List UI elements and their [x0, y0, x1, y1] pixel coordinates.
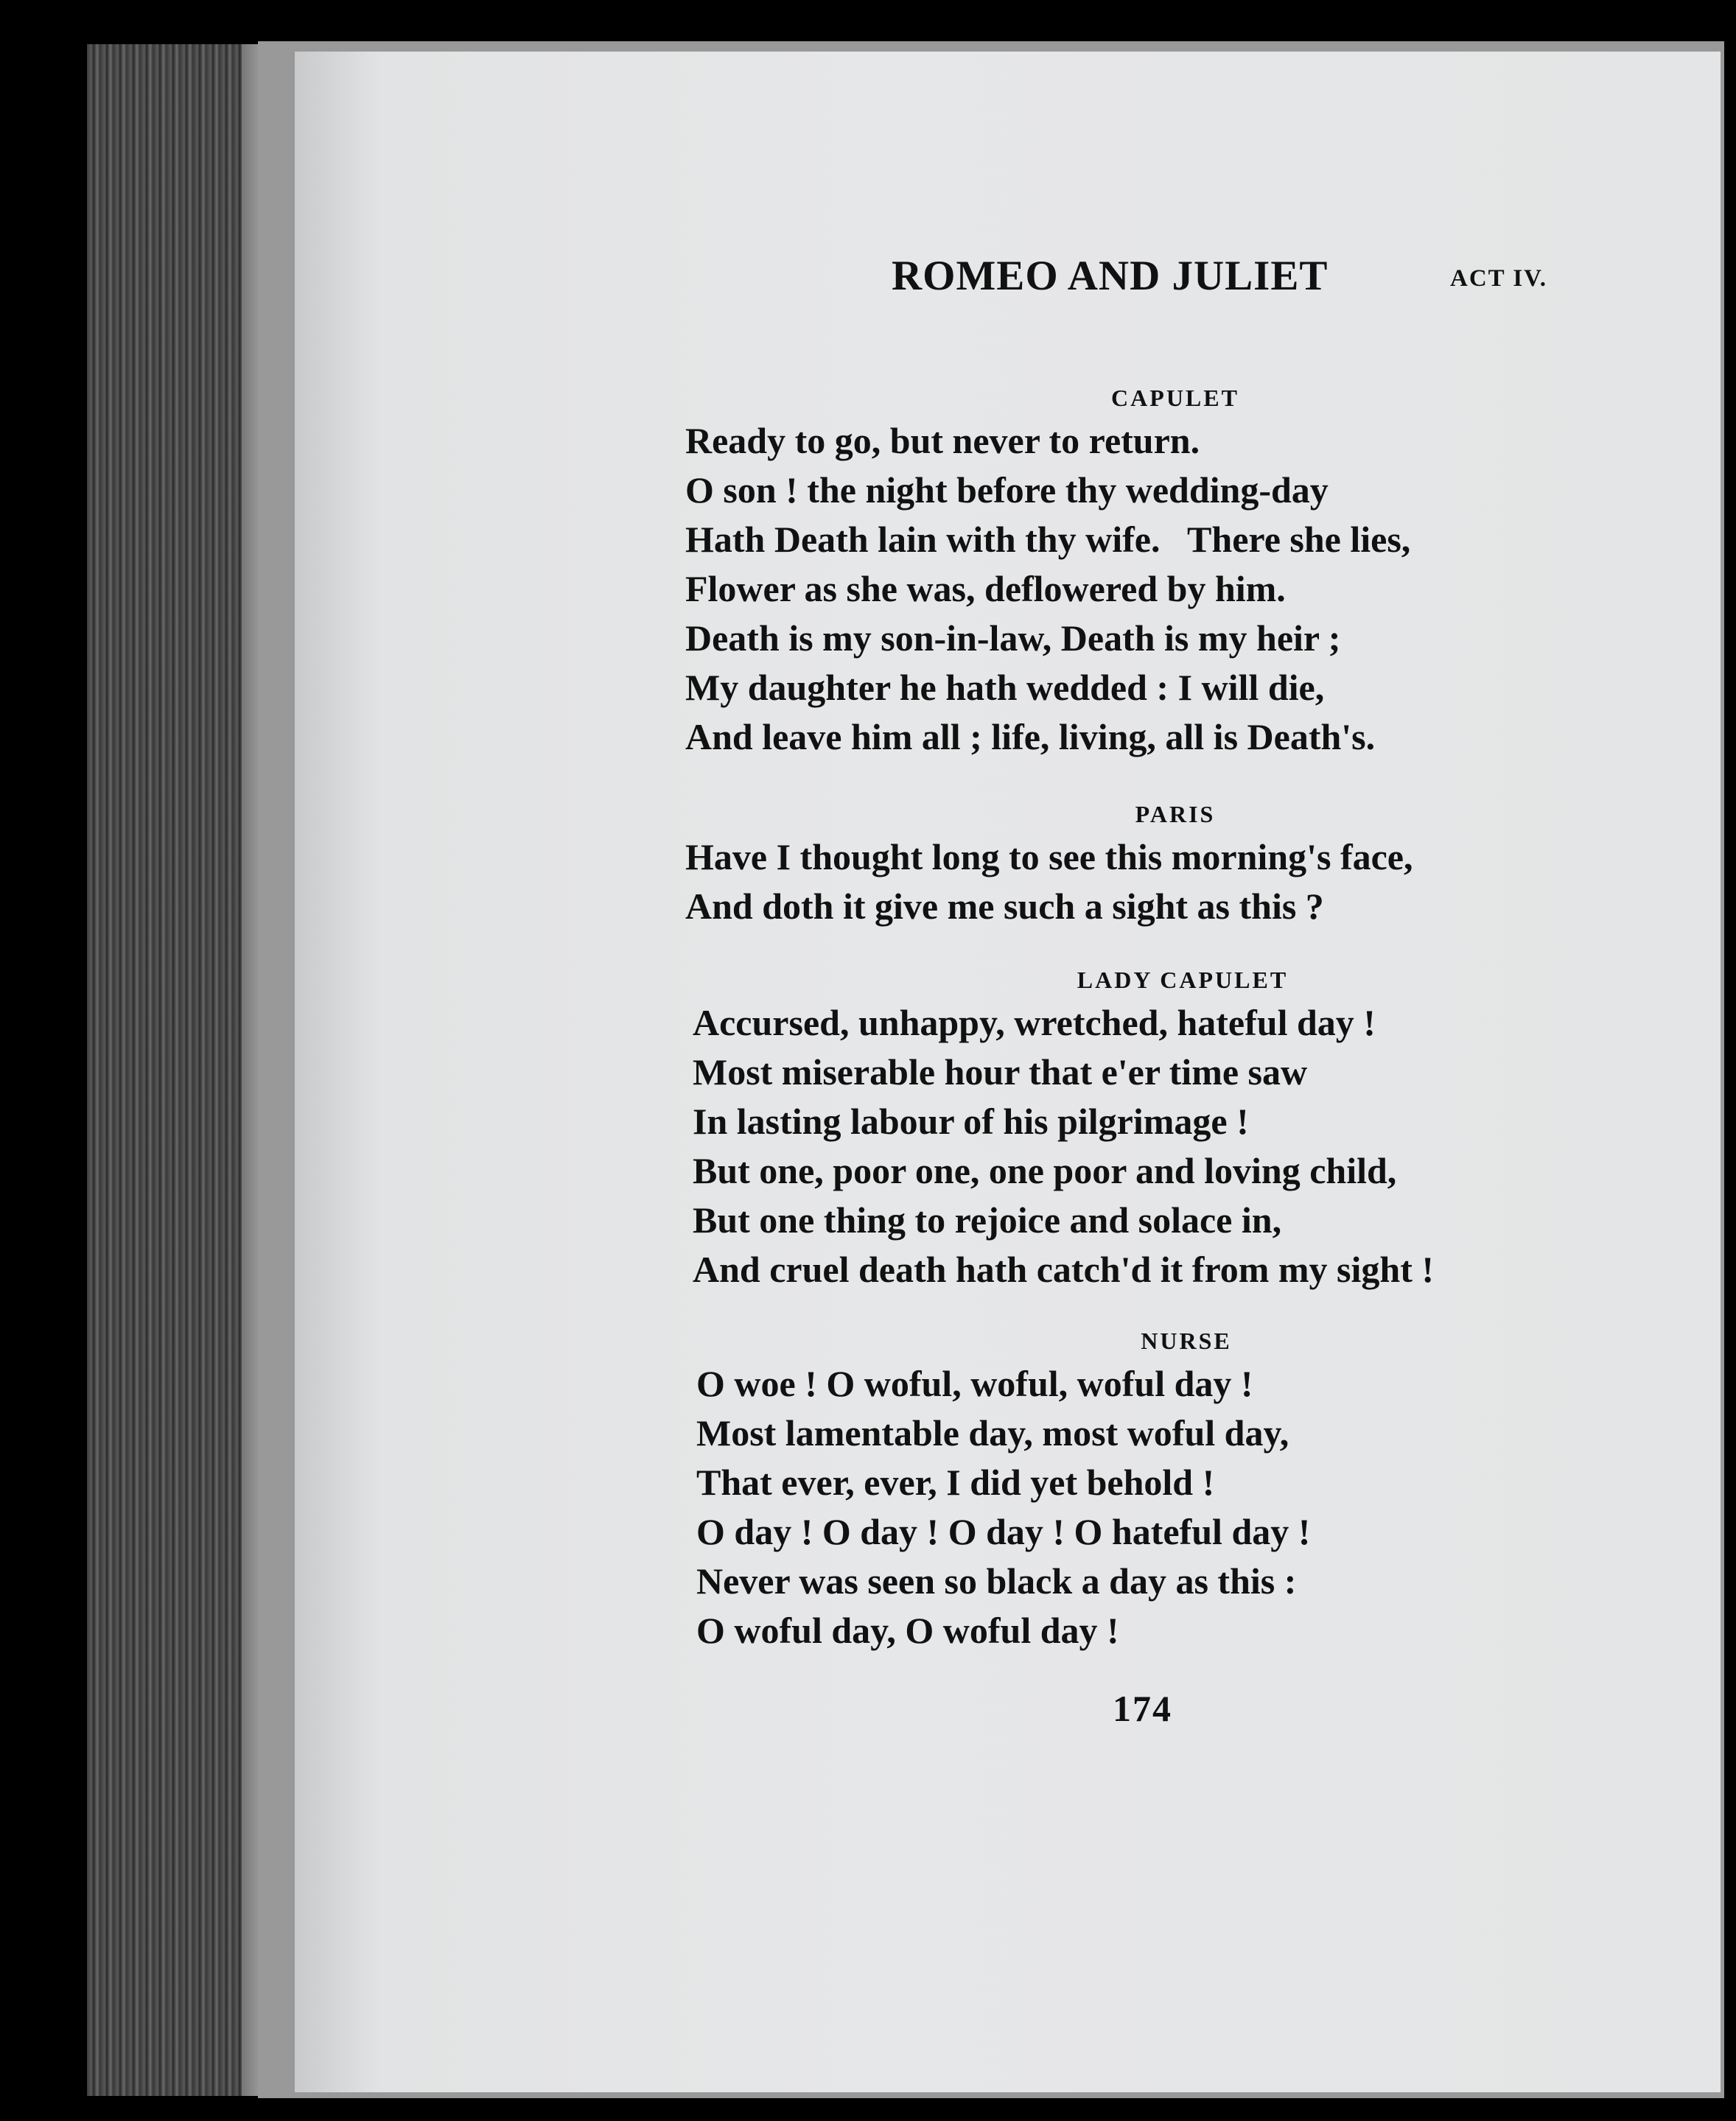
verse-line: And leave him all ; life, living, all is Death's.	[685, 716, 1376, 757]
verse-line: Flower as she was, deflowered by him.	[685, 568, 1286, 609]
verse-line: O day ! O day ! O day ! O hateful day !	[696, 1511, 1311, 1552]
speaker-name: NURSE	[1141, 1328, 1232, 1354]
verse-line: In lasting labour of his pilgrimage !	[693, 1101, 1249, 1142]
verse-line: But one, poor one, one poor and loving child,	[693, 1150, 1397, 1191]
verse-line: And doth it give me such a sight as this ?	[685, 886, 1324, 927]
verse-line: That ever, ever, I did yet behold !	[696, 1462, 1215, 1503]
speaker-name: LADY CAPULET	[1077, 967, 1289, 993]
verse-line: Death is my son-in-law, Death is my heir ;	[685, 617, 1341, 659]
verse-line: O woe ! O woful, woful, woful day !	[696, 1363, 1253, 1404]
verse-line: Most miserable hour that e'er time saw	[693, 1051, 1308, 1093]
book-page	[295, 52, 1721, 2092]
speaker-name: CAPULET	[1111, 385, 1239, 411]
verse-line: O woful day, O woful day !	[696, 1610, 1119, 1651]
speaker-name: PARIS	[1135, 801, 1216, 827]
verse-line: Ready to go, but never to return.	[685, 420, 1200, 461]
verse-line: Accursed, unhappy, wretched, hateful day !	[693, 1002, 1376, 1043]
running-head	[295, 252, 1721, 311]
verse-line: My daughter he hath wedded : I will die,	[685, 667, 1325, 708]
play-title: ROMEO AND JULIET	[892, 253, 1329, 299]
verse-line: Have I thought long to see this morning's face,	[685, 836, 1413, 877]
verse-line: Hath Death lain with thy wife. There she lies,	[685, 519, 1411, 560]
act-label: ACT IV.	[1450, 265, 1547, 292]
speech-paris	[685, 796, 1606, 931]
verse-line: Never was seen so black a day as this :	[696, 1560, 1297, 1602]
speech-nurse	[696, 1322, 1617, 1655]
speech-capulet	[685, 379, 1606, 762]
speech-lady-capulet	[693, 961, 1614, 1294]
verse-line: But one thing to rejoice and solace in,	[693, 1199, 1282, 1241]
verse-line: And cruel death hath catch'd it from my sight !	[693, 1249, 1435, 1290]
verse-line: Most lamentable day, most woful day,	[696, 1412, 1289, 1454]
page-number: 174	[1113, 1688, 1172, 1729]
verse-line: O son ! the night before thy wedding-day	[685, 469, 1329, 511]
